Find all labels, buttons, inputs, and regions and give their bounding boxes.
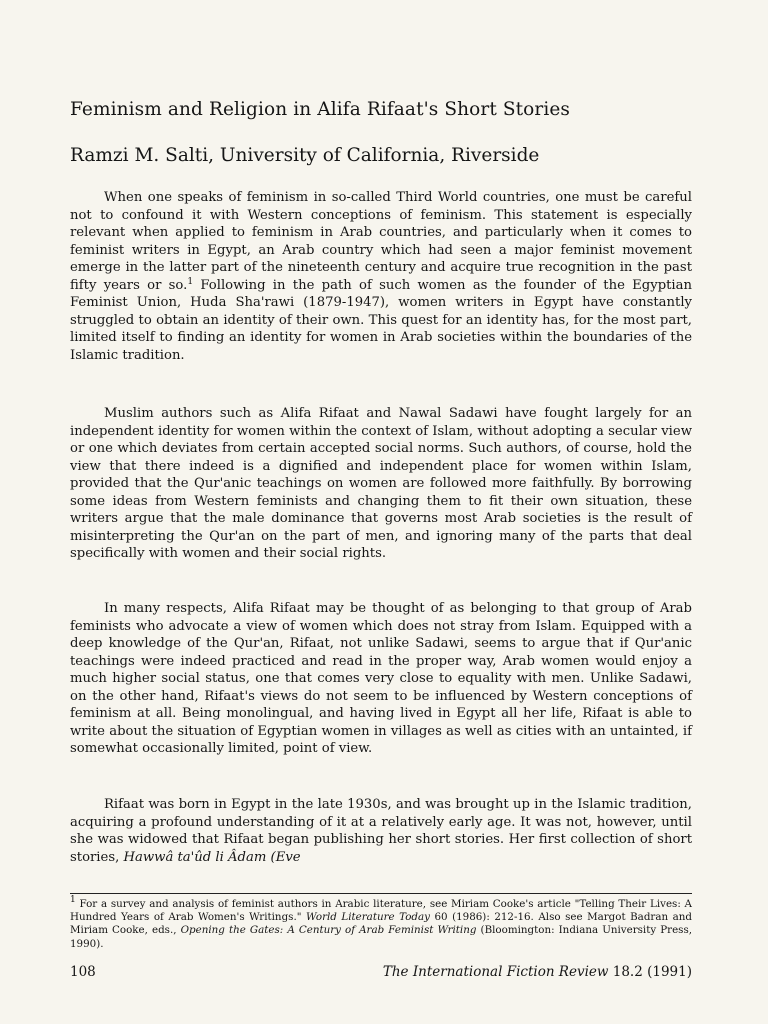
footnote-number: 1 [70, 895, 76, 905]
body-paragraph-1 [70, 189, 692, 364]
footnote-text: 60 (1986): 212-16. Also see Margot Badran and Miriam Cooke, eds., [70, 911, 692, 937]
page-number: 108 [70, 964, 96, 980]
body-paragraph-2: Muslim authors such as Alifa Rifaat and Nawal Sadawi have fought largely for an independent identity for women within the context of Islam, without adopting a secular view or one which deviates from certain accepted social norms. Such authors, of course, hold the view that there indeed is a dignified and independent place for women within Islam, provided that the Qur'anic teachings on women are followed more faithfully. By borrowing some ideas from Western feminists and changing them to fit their own situation, these writers argue that the male dominance that governs most Arab societies is the result of misinterpreting the Qur'an on the part of men, and ignoring many of the parts that deal specifically with women and their social rights. [70, 406, 692, 561]
journal-citation: World Literature Today [305, 911, 430, 924]
footnote-text: (Bloomington: Indiana University Press, 1990). [70, 924, 693, 950]
book-citation: Opening the Gates: A Century of Arab Feminist Writing [180, 924, 477, 937]
footnote [70, 895, 693, 951]
paragraph-text-continued: Following in the path of such women as the founder of the Egyptian Feminist Union, Huda Sha'rawi (1879-1947), women writers in Egypt have constantly struggled to obtain an identity of their own. This quest for an identity has, for the most part, limited itself to finding an identity for women in Arab societies within the boundaries of the Islamic tradition. [70, 277, 693, 363]
author-byline: Ramzi M. Salti, University of California, Riverside [70, 145, 540, 166]
article-title: Feminism and Religion in Alifa Rifaat's Short Stories [70, 99, 570, 120]
journal-issue: 18.2 (1991) [612, 964, 692, 980]
footnote-divider [70, 893, 692, 894]
body-paragraph-4 [70, 796, 692, 866]
running-footer [383, 963, 692, 981]
body-paragraph-3: In many respects, Alifa Rifaat may be thought of as belonging to that group of Arab feminists who advocate a view of women which does not stray from Islam. Equipped with a deep knowledge of the Qur'an, Rifaat, not unlike Sadawi, seems to argue that if Qur'anic teachings were indeed practiced and read in the proper way, Arab women would enjoy a much higher social status, one that comes very close to equality with men. Unlike Sadawi, on the other hand, Rifaat's views do not seem to be influenced by Western conceptions of feminism at all. Being monolingual, and having lived in Egypt all her life, Rifaat is able to write about the situation of Egyptian women in villages as well as cities with an untainted, if somewhat occasionally limited, point of view. [70, 601, 692, 756]
footnote-marker: 1 [187, 276, 194, 287]
footnote-text: For a survey and analysis of feminist authors in Arabic literature, see Miriam Cooke's article "Telling Their Lives: A Hundred Years of Arab Women's Writings." [70, 898, 692, 924]
journal-name: The International Fiction Review [382, 964, 609, 980]
book-title-italic: Hawwâ ta'ûd li Âdam (Eve [123, 849, 301, 865]
paragraph-text: Rifaat was born in Egypt in the late 1930s, and was brought up in the Islamic tradition, acquiring a profound understanding of it at a relatively early age. It was not, however, until she was widowed that Rifaat began publishing her short stories. Her first collection of short stories, [70, 797, 692, 865]
paragraph-text: When one speaks of feminism in so-called Third World countries, one must be careful not to confound it with Western conceptions of feminism. This statement is especially relevant when applied to feminism in Arab countries, and particularly when it comes to feminist writers in Egypt, an Arab country which had seen a major feminist movement emerge in the latter part of the nineteenth century and acquire true recognition in the past fifty years or so. [70, 190, 692, 293]
